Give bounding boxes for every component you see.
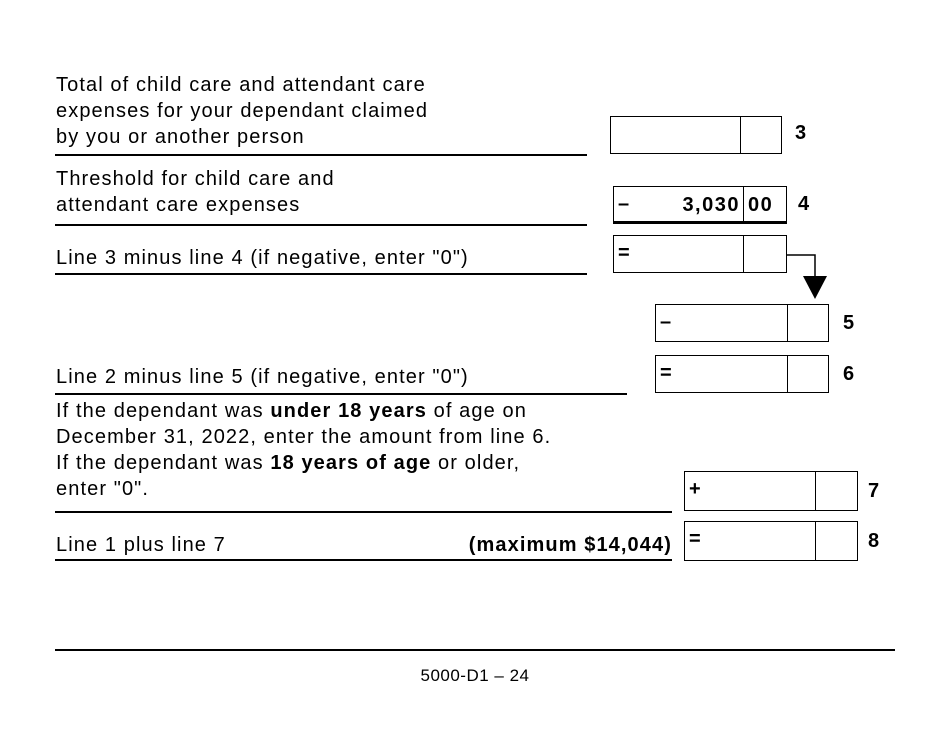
line4-label-1: Threshold for child care and xyxy=(56,168,335,190)
line-number-5: 5 xyxy=(843,312,855,334)
line-number-7: 7 xyxy=(868,480,880,502)
text: December 31, 2022, enter the amount from line 6. xyxy=(56,426,552,448)
arrow-down-icon xyxy=(786,250,836,302)
text: or older, xyxy=(431,452,521,474)
line4-cents: 00 xyxy=(748,194,774,216)
line8-amount-field[interactable] xyxy=(684,521,858,561)
line4-label xyxy=(56,166,335,218)
text: If the dependant was xyxy=(56,400,271,422)
divider xyxy=(55,224,587,226)
line7-amount-field[interactable] xyxy=(684,471,858,511)
line4-amount-field xyxy=(613,186,787,224)
bold-text: under 18 years xyxy=(270,400,427,422)
text: If the dependant was xyxy=(56,452,271,474)
text: enter "0". xyxy=(56,478,150,500)
equals-sign: = xyxy=(618,242,630,264)
line8-maximum: (maximum $14,044) xyxy=(468,534,672,556)
line3-label xyxy=(56,72,428,150)
line-number-8: 8 xyxy=(868,530,880,552)
plus-sign: + xyxy=(689,478,701,500)
line6-amount-field[interactable] xyxy=(655,355,829,393)
divider xyxy=(55,273,587,275)
line4-dollars: 3,030 xyxy=(682,194,740,216)
bold-text: 18 years of age xyxy=(270,452,432,474)
divider xyxy=(55,393,627,395)
line3-label-3: by you or another person xyxy=(56,126,305,148)
minus-sign: – xyxy=(660,311,672,333)
line4-label-2: attendant care expenses xyxy=(56,194,301,216)
line8-label: Line 1 plus line 7 xyxy=(56,534,226,556)
line4b-amount-field[interactable] xyxy=(613,235,787,273)
line5-amount-field[interactable] xyxy=(655,304,829,342)
footer-divider xyxy=(55,649,895,651)
line-number-3: 3 xyxy=(795,122,807,144)
divider xyxy=(55,154,587,156)
line3-amount-field[interactable] xyxy=(610,116,782,154)
line3-label-1: Total of child care and attendant care xyxy=(56,74,426,96)
text: of age on xyxy=(426,400,527,422)
line7-label xyxy=(56,398,551,502)
equals-sign: = xyxy=(689,528,701,550)
divider xyxy=(55,511,672,513)
line4b-label: Line 3 minus line 4 (if negative, enter "0") xyxy=(56,247,469,269)
line3-label-2: expenses for your dependant claimed xyxy=(56,100,429,122)
line6-label: Line 2 minus line 5 (if negative, enter "0") xyxy=(56,366,469,388)
line-number-4: 4 xyxy=(798,193,810,215)
divider xyxy=(55,559,672,561)
equals-sign: = xyxy=(660,362,672,384)
page-number: 5000-D1 – 24 xyxy=(420,666,530,685)
line-number-6: 6 xyxy=(843,363,855,385)
minus-sign: – xyxy=(618,193,630,215)
